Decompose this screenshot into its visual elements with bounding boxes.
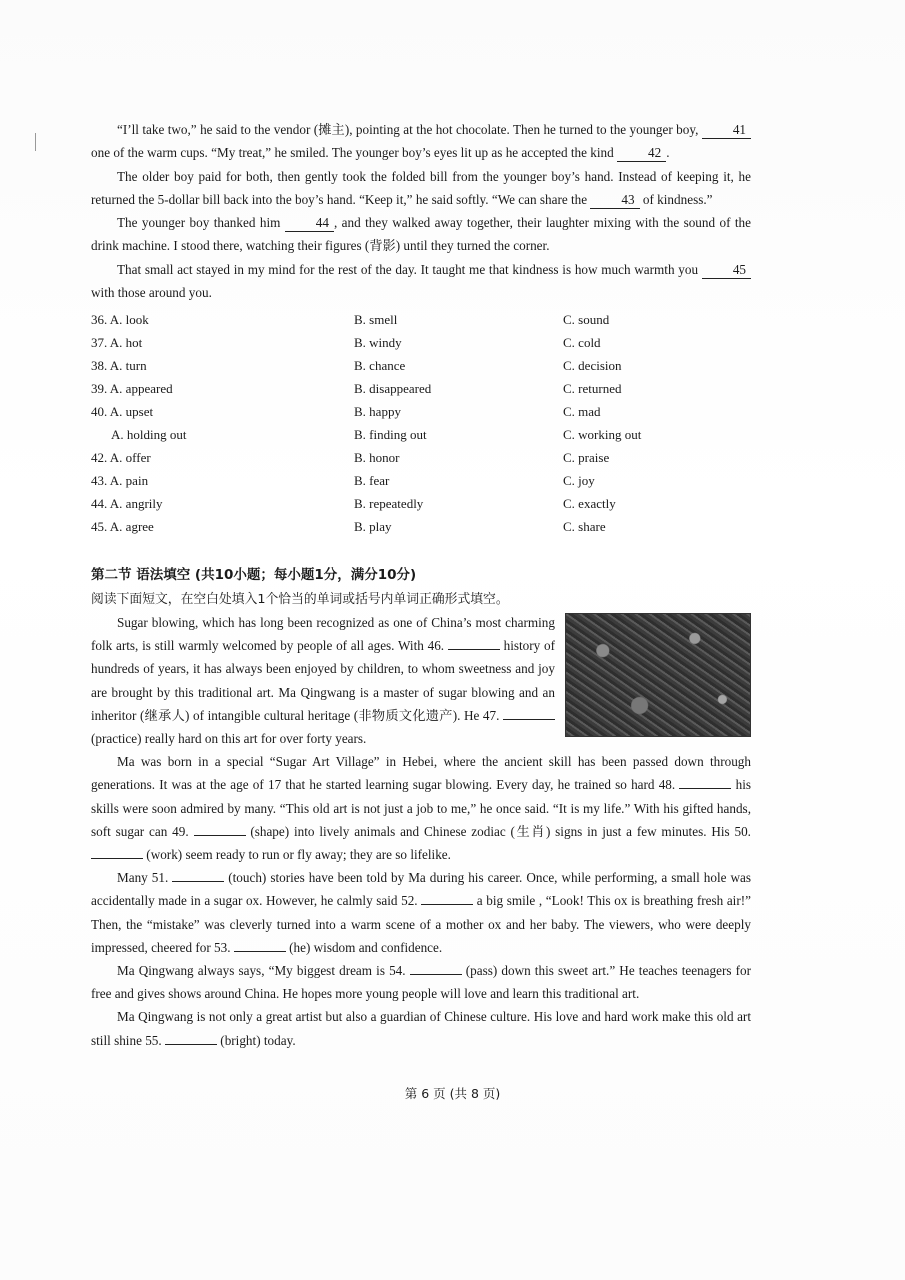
answer-blank-55 <box>165 1032 217 1045</box>
answer-blank-53 <box>234 939 286 952</box>
answer-options <box>91 308 751 538</box>
option-row: 36. A. look B. smell C. sound <box>91 312 610 327</box>
cloze-paragraph-2: The older boy paid for both, then gently took the folded bill from the younger boy’s hand. Instead of keeping it, he returned the 5-dollar bill back into the boy’s hand. “Keep it,” he said softly. “We can share the 43 of kindness.” <box>91 168 751 207</box>
cloze-passage <box>91 118 751 304</box>
grammar-paragraph-4: Ma Qingwang always says, “My biggest dream is 54. (pass) down this sweet art.” He teaches teenagers for free and gives shows around China. He hopes more young people will love and learn this traditional art. <box>91 963 751 1002</box>
cloze-blank-45: 45 <box>702 262 751 279</box>
cloze-paragraph-1: “I’ll take two,” he said to the vendor (摊主), pointing at the hot chocolate. Then he turned to the younger boy, 41 one of the warm cups. “My treat,” he smiled. The younger boy’s eyes lit up as he accepted the kind 42 . <box>91 118 751 165</box>
answer-blank-48 <box>679 776 731 789</box>
margin-mark <box>35 133 36 151</box>
option-row: 39. A. appeared B. disappeared C. returned <box>91 381 622 396</box>
option-row: 37. A. hot B. windy C. cold <box>91 335 601 350</box>
page-footer: 第 6 页 (共 8 页) <box>404 1086 501 1101</box>
answer-blank-49 <box>194 823 246 836</box>
option-row: 38. A. turn B. chance C. decision <box>91 358 622 373</box>
answer-blank-46 <box>448 637 500 650</box>
option-row: 44. A. angrily B. repeatedly C. exactly <box>91 496 616 511</box>
grammar-paragraph-5: Ma Qingwang is not only a great artist but also a guardian of Chinese culture. His love and hard work make this old art still shine 55. (bright) today. <box>91 1009 751 1048</box>
answer-blank-54 <box>410 962 462 975</box>
answer-blank-51 <box>172 869 224 882</box>
cloze-blank-43: 43 <box>590 192 639 209</box>
cloze-blank-44: 44 <box>285 215 334 232</box>
option-row: A. holding out B. finding out C. working out <box>111 427 642 442</box>
cloze-blank-41: 41 <box>702 122 751 139</box>
cloze-paragraph-4: That small act stayed in my mind for the rest of the day. It taught me that kindness is how much warmth you 45 with those around you. <box>91 258 751 305</box>
answer-blank-50 <box>91 846 143 859</box>
option-row: 42. A. offer B. honor C. praise <box>91 450 610 465</box>
grammar-paragraph-3: Many 51. (touch) stories have been told by Ma during his career. Once, while performing, a small hole was accidentally made in a sugar ox. However, he calmly said 52. a big smile , “Look! This ox is breathing fresh air!” Then, the “mistake” was cleverly turned into a warm scene of a mother ox and her baby. The viewers, who were deeply impressed, cheered for 53. (he) wisdom and confidence. <box>91 870 751 955</box>
answer-blank-52 <box>421 892 473 905</box>
grammar-passage <box>91 611 751 1052</box>
section-instruction: 阅读下面短文，在空白处填入1个恰当的单词或括号内单词正确形式填空。 <box>91 592 509 607</box>
answer-blank-47 <box>503 707 555 720</box>
sugar-art-photo <box>565 613 751 737</box>
cloze-blank-42: 42 <box>617 145 666 162</box>
option-row: 40. A. upset B. happy C. mad <box>91 404 601 419</box>
option-row: 43. A. pain B. fear C. joy <box>91 473 595 488</box>
section-title: 第二节 语法填空 (共10小题；每小题1分，满分10分) <box>91 567 417 583</box>
grammar-paragraph-1: Sugar blowing, which has long been recognized as one of China’s most charming folk arts, is still warmly welcomed by people of all ages. With 46. history of hundreds of years, it has always been enjoyed by children, to whom sweetness and joy are brought by this traditional art. Ma Qingwang is a master of sugar blowing and an inheritor (继承人) of intangible cultural heritage (非物质文化遗产). He 47. (practice) really hard on this art for over forty years. <box>91 615 555 747</box>
cloze-paragraph-3: The younger boy thanked him 44 , and they walked away together, their laughter mixing with the sound of the drink machine. I stood there, watching their figures (背影) until they turned the corner. <box>91 215 751 254</box>
option-row: 45. A. agree B. play C. share <box>91 519 606 534</box>
grammar-paragraph-2: Ma was born in a special “Sugar Art Village” in Hebei, where the ancient skill has been passed down through generations. It was at the age of 17 that he started learning sugar blowing. Every day, he trained so hard 48. his skills were soon admired by many. “This old art is not just a job to me,” he once said. “It is my life.” With his gifted hands, soft sugar can 49. (shape) into lively animals and Chinese zodiac (生肖) signs in just a few minutes. His 50. (work) seem ready to run or fly away; they are so lifelike. <box>91 754 752 863</box>
